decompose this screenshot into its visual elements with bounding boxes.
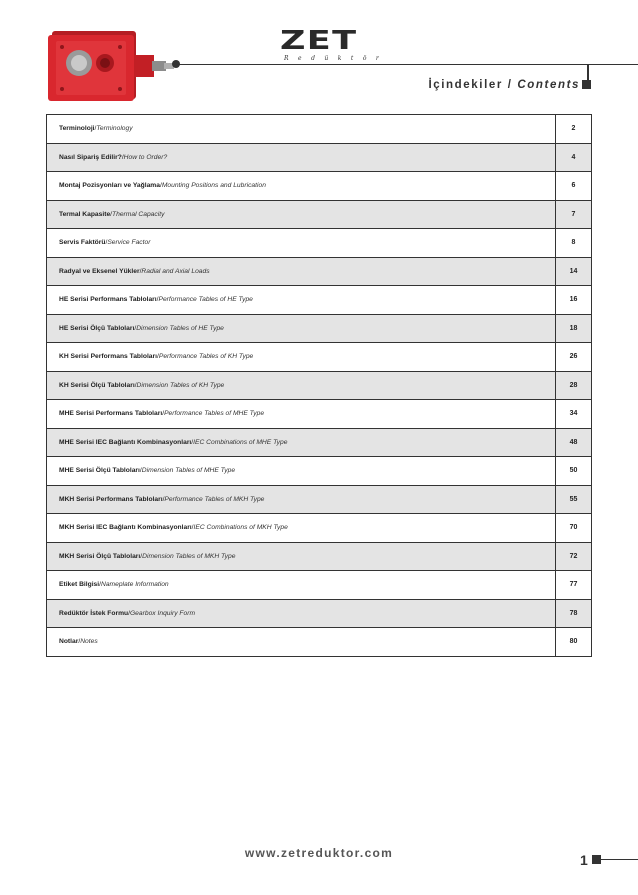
toc-entry-title-tr: KH Serisi Performans Tabloları (59, 353, 157, 361)
toc-row[interactable] (47, 457, 592, 486)
toc-entry-title-en: Notes (80, 638, 98, 646)
toc-entry-title-tr: MHE Serisi IEC Bağlantı Kombinasyonları (59, 438, 192, 446)
toc-entry-title-en: Radial and Axial Loads (141, 267, 210, 275)
toc-entry-title (47, 486, 556, 514)
toc-entry-title-en: Performance Tables of HE Type (158, 296, 253, 304)
toc-entry-title (47, 429, 556, 457)
toc-entry-page-number: 14 (556, 258, 592, 286)
zet-logo (280, 26, 389, 62)
toc-entry-page-number: 48 (556, 429, 592, 457)
toc-entry-title (47, 343, 556, 371)
toc-entry-title-en: How to Order? (123, 153, 168, 161)
toc-entry-separator: / (157, 353, 159, 361)
toc-row[interactable] (47, 429, 592, 458)
toc-entry-separator: / (94, 125, 97, 133)
toc-entry-page-number: 7 (556, 201, 592, 229)
toc-entry-page-number: 26 (556, 343, 592, 371)
toc-entry-separator: / (139, 267, 142, 275)
toc-entry-separator: / (128, 609, 130, 617)
toc-entry-title-tr: Termal Kapasite (59, 210, 111, 218)
toc-entry-title (47, 201, 556, 229)
toc-entry-separator: / (134, 324, 137, 332)
toc-entry-separator: / (78, 638, 81, 646)
toc-row[interactable] (47, 514, 592, 543)
toc-entry-title-tr: HE Serisi Ölçü Tabloları (59, 324, 135, 332)
toc-row[interactable] (47, 258, 592, 287)
toc-entry-separator: / (162, 410, 165, 418)
toc-row[interactable] (47, 201, 592, 230)
toc-entry-separator: / (159, 182, 162, 190)
contents-heading-tr: İçindekiler (428, 79, 503, 91)
website-url[interactable]: www.zetreduktor.com (244, 846, 394, 860)
toc-entry-title-en: Mounting Positions and Lubrication (161, 182, 266, 190)
toc-entry-title (47, 457, 556, 485)
toc-entry-title-tr: HE Serisi Performans Tabloları (59, 296, 157, 304)
toc-entry-title-en: Performance Tables of KH Type (158, 353, 254, 361)
toc-entry-page-number: 28 (556, 372, 592, 400)
toc-row[interactable] (47, 400, 592, 429)
toc-entry-title-tr: Notlar (59, 638, 79, 646)
toc-entry-separator: / (156, 296, 159, 304)
toc-entry-page-number: 2 (556, 115, 592, 143)
toc-row[interactable] (47, 229, 592, 258)
toc-entry-title (47, 372, 556, 400)
toc-entry-page-number: 50 (556, 457, 592, 485)
toc-entry-title-tr: MKH Serisi Ölçü Tabloları (59, 552, 141, 560)
toc-entry-separator: / (191, 438, 194, 446)
toc-row[interactable] (47, 343, 592, 372)
toc-entry-title (47, 628, 556, 656)
toc-row[interactable] (47, 115, 592, 144)
toc-entry-page-number: 34 (556, 400, 592, 428)
table-of-contents (46, 114, 592, 657)
toc-entry-separator: / (191, 524, 194, 532)
toc-entry-title-en: Dimension Tables of MHE Type (141, 467, 236, 475)
toc-entry-page-number: 78 (556, 600, 592, 628)
toc-row[interactable] (47, 628, 592, 657)
contents-heading (428, 79, 580, 91)
toc-entry-title (47, 115, 556, 143)
toc-entry-separator: / (139, 467, 142, 475)
toc-entry-separator: / (99, 581, 101, 589)
logo-subtitle: Redüktör (284, 55, 389, 62)
toc-entry-title-tr: KH Serisi Ölçü Tabloları (59, 381, 135, 389)
toc-entry-title (47, 144, 556, 172)
toc-row[interactable] (47, 543, 592, 572)
toc-row[interactable] (47, 600, 592, 629)
header-line (176, 64, 588, 65)
toc-row[interactable] (47, 172, 592, 201)
toc-entry-title-en: Dimension Tables of KH Type (136, 381, 225, 389)
toc-entry-page-number: 6 (556, 172, 592, 200)
toc-entry-page-number: 55 (556, 486, 592, 514)
toc-entry-title (47, 258, 556, 286)
toc-row[interactable] (47, 571, 592, 600)
toc-entry-page-number: 4 (556, 144, 592, 172)
toc-entry-page-number: 80 (556, 628, 592, 656)
gearbox-product-image (46, 27, 176, 105)
toc-entry-title (47, 543, 556, 571)
footer-line (600, 859, 638, 860)
toc-row[interactable] (47, 286, 592, 315)
toc-entry-title (47, 571, 556, 599)
toc-entry-title-en: IEC Combinations of MKH Type (193, 524, 288, 532)
toc-entry-title-tr: MKH Serisi IEC Bağlantı Kombinasyonları (59, 524, 192, 532)
toc-entry-page-number: 77 (556, 571, 592, 599)
toc-entry-title (47, 315, 556, 343)
toc-entry-title-en: Gearbox Inquiry Form (129, 609, 196, 617)
contents-heading-en: Contents (517, 79, 580, 91)
toc-entry-title (47, 172, 556, 200)
toc-entry-title-tr: Redüktör İstek Formu (59, 609, 129, 617)
toc-entry-title-tr: MHE Serisi Performans Tabloları (59, 410, 163, 418)
toc-entry-title-tr: Radyal ve Eksenel Yükler (59, 267, 140, 275)
toc-entry-title-tr: Terminoloji (59, 125, 95, 133)
toc-entry-title (47, 400, 556, 428)
contents-heading-separator: / (502, 79, 518, 91)
toc-entry-title-en: Performance Tables of MHE Type (164, 410, 265, 418)
toc-entry-title (47, 600, 556, 628)
toc-entry-title-en: Service Factor (107, 239, 151, 247)
toc-entry-page-number: 8 (556, 229, 592, 257)
toc-entry-title-en: Nameplate Information (101, 581, 169, 589)
toc-entry-title-tr: MKH Serisi Performans Tabloları (59, 495, 163, 503)
toc-entry-title-tr: Nasıl Sipariş Edilir? (59, 153, 122, 161)
toc-entry-separator: / (140, 552, 143, 560)
toc-entry-title-en: Thermal Capacity (112, 210, 165, 218)
toc-entry-title-en: Performance Tables of MKH Type (164, 495, 265, 503)
toc-entry-title-tr: MHE Serisi Ölçü Tabloları (59, 467, 140, 475)
toc-entry-separator: / (110, 210, 113, 218)
toc-entry-title-en: Dimension Tables of HE Type (136, 324, 224, 332)
logo-mark: ZET (280, 26, 358, 56)
toc-entry-title (47, 514, 556, 542)
page-number: 1 (580, 852, 588, 868)
toc-entry-title-en: Terminology (96, 125, 133, 133)
toc-entry-title-en: Dimension Tables of MKH Type (142, 552, 236, 560)
toc-row[interactable] (47, 486, 592, 515)
toc-entry-title (47, 286, 556, 314)
toc-entry-separator: / (134, 381, 137, 389)
header-square-marker (582, 80, 591, 89)
toc-row[interactable] (47, 372, 592, 401)
toc-entry-page-number: 70 (556, 514, 592, 542)
toc-entry-title-tr: Etiket Bilgisi (59, 581, 100, 589)
toc-entry-title (47, 229, 556, 257)
toc-entry-title-en: IEC Combinations of MHE Type (193, 438, 288, 446)
toc-row[interactable] (47, 144, 592, 173)
toc-entry-separator: / (105, 239, 108, 247)
toc-entry-title-tr: Montaj Pozisyonları ve Yağlama (59, 182, 160, 190)
toc-row[interactable] (47, 315, 592, 344)
toc-entry-separator: / (121, 153, 124, 161)
toc-entry-title-tr: Servis Faktörü (59, 239, 106, 247)
toc-entry-page-number: 18 (556, 315, 592, 343)
toc-entry-separator: / (162, 495, 165, 503)
toc-entry-page-number: 72 (556, 543, 592, 571)
toc-entry-page-number: 16 (556, 286, 592, 314)
header-line-extension (588, 64, 638, 65)
